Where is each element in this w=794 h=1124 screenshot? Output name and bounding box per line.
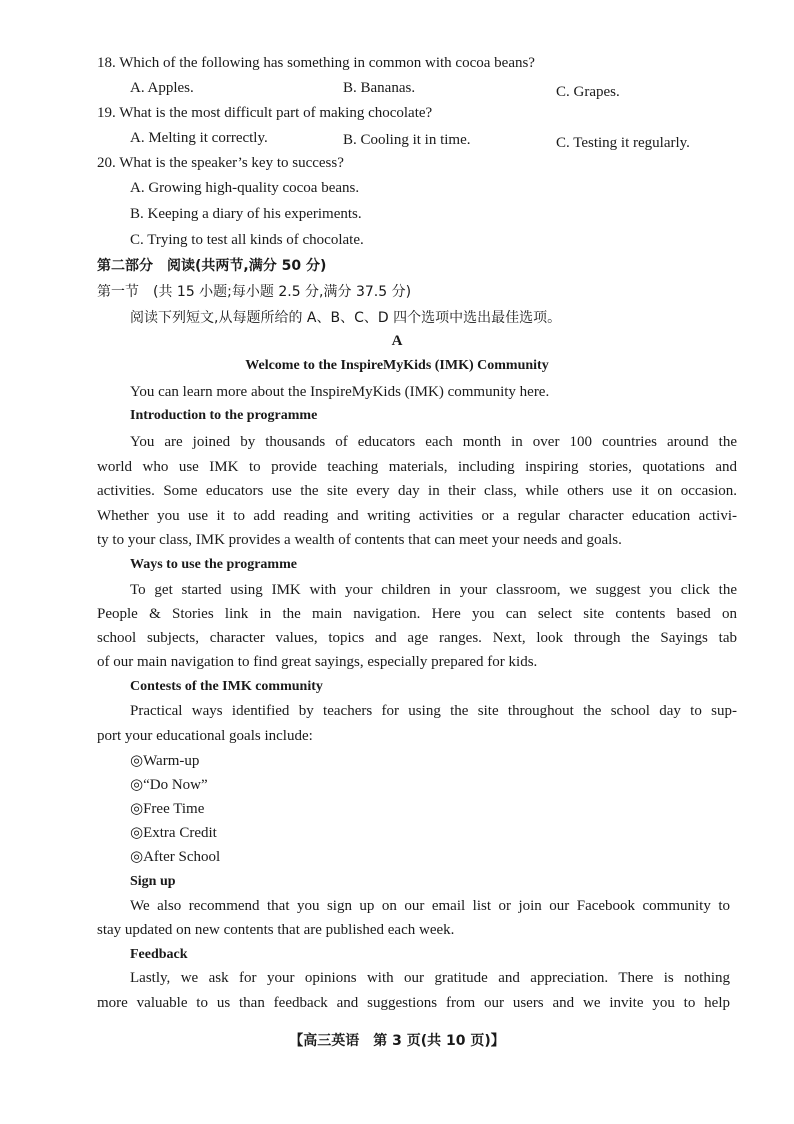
section-heading-feedback: Feedback bbox=[130, 947, 188, 962]
question-18-option-c: C. Grapes. bbox=[556, 84, 620, 100]
list-item: ◎Warm-up bbox=[130, 753, 200, 769]
paragraph-line: port your educational goals include: bbox=[97, 728, 313, 744]
question-19-option-a: A. Melting it correctly. bbox=[130, 130, 268, 146]
question-18-option-a: A. Apples. bbox=[130, 80, 194, 96]
section-heading-sign-up: Sign up bbox=[130, 874, 176, 889]
paragraph-line: Whether you use it to add reading and writing activities or a regular character education activi- bbox=[97, 508, 737, 524]
question-18-stem: 18. Which of the following has something in common with cocoa beans? bbox=[97, 55, 535, 71]
paragraph-line: People & Stories link in the main navigation. Here you can select site contents based on bbox=[97, 606, 737, 622]
question-19-option-b: B. Cooling it in time. bbox=[343, 132, 471, 148]
section-heading-contests: Contests of the IMK community bbox=[130, 679, 323, 694]
reading-instruction: 阅读下列短文,从每题所给的 A、B、C、D 四个选项中选出最佳选项。 bbox=[130, 310, 562, 326]
question-19-option-c: C. Testing it regularly. bbox=[556, 135, 690, 151]
list-item: ◎Extra Credit bbox=[130, 825, 217, 841]
passage-label: A bbox=[391, 333, 403, 349]
list-item: ◎After School bbox=[130, 849, 221, 865]
section1-heading: 第一节 (共 15 小题;每小题 2.5 分,满分 37.5 分) bbox=[97, 284, 412, 300]
page-footer: 【高三英语 第 3 页(共 10 页)】 bbox=[289, 1033, 505, 1049]
passage-title: Welcome to the InspireMyKids (IMK) Community bbox=[245, 358, 549, 373]
paragraph-line: school subjects, character values, topics and age ranges. Next, look through the Sayings tab bbox=[97, 630, 737, 646]
paragraph-line: ty to your class, IMK provides a wealth of contents that can meet your needs and goals. bbox=[97, 532, 622, 548]
passage-intro: You can learn more about the InspireMyKids (IMK) community here. bbox=[130, 384, 550, 400]
paragraph-line: stay updated on new contents that are published each week. bbox=[97, 922, 455, 938]
paragraph-line: You are joined by thousands of educators each month in over 100 countries around the bbox=[130, 434, 737, 450]
paragraph-line: of our main navigation to find great sayings, especially prepared for kids. bbox=[97, 654, 538, 670]
question-20-option-a: A. Growing high-quality cocoa beans. bbox=[130, 180, 360, 196]
paragraph-line: To get started using IMK with your children in your classroom, we suggest you click the bbox=[130, 582, 737, 598]
paragraph-line: Lastly, we ask for your opinions with our gratitude and appreciation. There is nothing bbox=[130, 970, 730, 986]
part2-heading: 第二部分 阅读(共两节,满分 50 分) bbox=[97, 258, 327, 274]
section-heading-introduction: Introduction to the programme bbox=[130, 408, 318, 423]
question-20-option-b: B. Keeping a diary of his experiments. bbox=[130, 206, 362, 222]
paragraph-line: We also recommend that you sign up on our email list or join our Facebook community to bbox=[130, 898, 730, 914]
paragraph-line: Practical ways identified by teachers for using the site throughout the school day to sup- bbox=[130, 703, 737, 719]
question-18-option-b: B. Bananas. bbox=[343, 80, 416, 96]
paragraph-line: activities. Some educators use the site every day in their class, while others use it on occasion. bbox=[97, 483, 737, 499]
paragraph-line: more valuable to us than feedback and suggestions from our users and we invite you to help bbox=[97, 995, 730, 1011]
paragraph-line: world who use IMK to provide teaching materials, including inspiring stories, quotations and bbox=[97, 459, 737, 475]
question-20-option-c: C. Trying to test all kinds of chocolate. bbox=[130, 232, 364, 248]
list-item: ◎“Do Now” bbox=[130, 777, 208, 793]
question-20-stem: 20. What is the speaker’s key to success? bbox=[97, 155, 344, 171]
section-heading-ways: Ways to use the programme bbox=[130, 557, 297, 572]
question-19-stem: 19. What is the most difficult part of making chocolate? bbox=[97, 105, 433, 121]
list-item: ◎Free Time bbox=[130, 801, 205, 817]
